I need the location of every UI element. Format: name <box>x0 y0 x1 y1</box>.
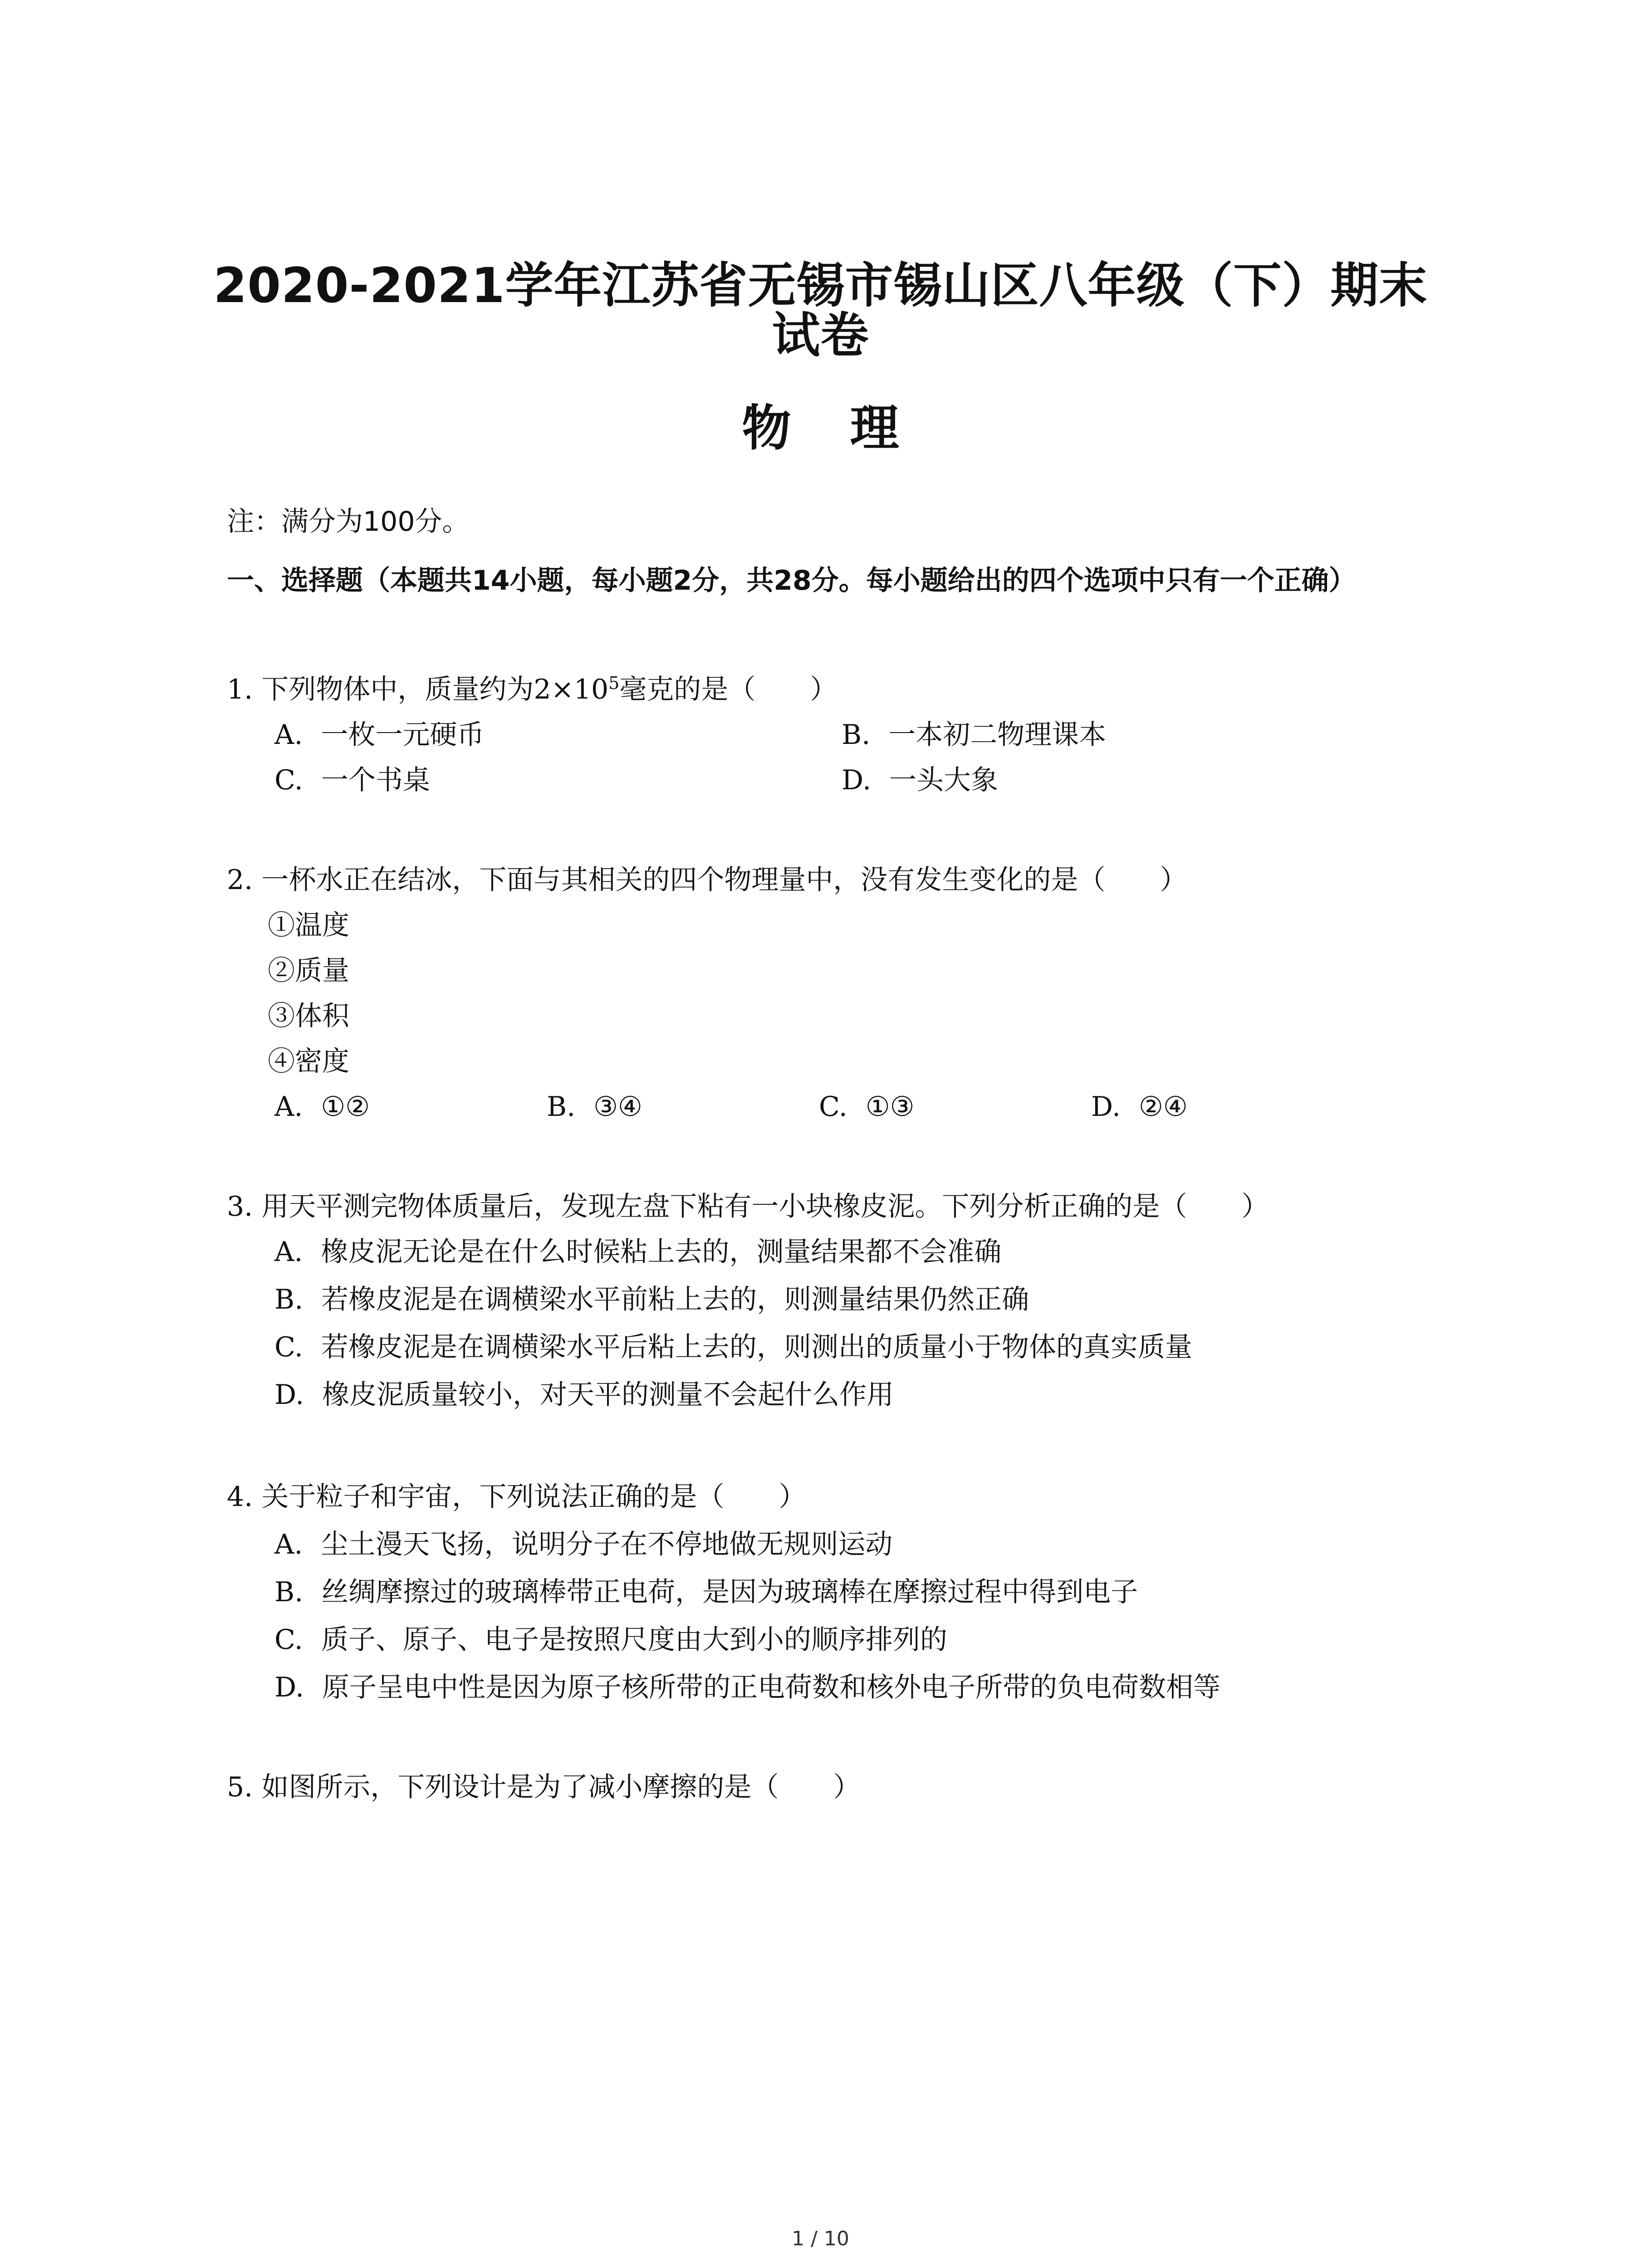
subject-title: 物理 <box>742 400 958 457</box>
question-1-option-d: D. 一头大象 <box>842 764 999 796</box>
question-1-option-b: B. 一本初二物理课本 <box>842 719 1107 751</box>
question-1-option-a: A. 一枚一元硬币 <box>274 719 485 751</box>
page-number: 1 / 10 <box>792 2227 849 2250</box>
question-1-exponent: 5 <box>608 673 620 693</box>
question-2-item-3: ③体积 <box>268 1000 349 1032</box>
score-note: 注：满分为100分。 <box>227 506 470 538</box>
question-4-stem: 4. 关于粒子和宇宙，下列说法正确的是（ ） <box>227 1481 806 1513</box>
exam-title-line1: 2020-2021学年江苏省无锡市锡山区八年级（下）期末 <box>213 258 1428 313</box>
question-2-option-b: B. ③④ <box>547 1091 642 1123</box>
section-heading: 一、选择题（本题共14小题，每小题2分，共28分。每小题给出的四个选项中只有一个正确） <box>227 565 1356 596</box>
question-4-option-a: A. 尘土漫天飞扬，说明分子在不停地做无规则运动 <box>274 1529 893 1560</box>
question-2-item-2: ②质量 <box>268 955 349 987</box>
question-4-option-c: C. 质子、原子、电子是按照尺度由大到小的顺序排列的 <box>274 1624 947 1656</box>
question-3-option-a: A. 橡皮泥无论是在什么时候粘上去的，测量结果都不会准确 <box>274 1236 1002 1268</box>
question-2-stem: 2. 一杯水正在结冰，下面与其相关的四个物理量中，没有发生变化的是（ ） <box>227 864 1187 896</box>
question-2-option-d: D. ②④ <box>1091 1091 1188 1123</box>
question-1-option-c: C. 一个书桌 <box>274 764 430 796</box>
question-4-option-b: B. 丝绸摩擦过的玻璃棒带正电荷，是因为玻璃棒在摩擦过程中得到电子 <box>274 1576 1138 1608</box>
question-1-stem <box>227 671 837 708</box>
question-2-item-4: ④密度 <box>268 1046 349 1077</box>
question-2-option-a: A. ①② <box>274 1091 370 1123</box>
question-3-option-c: C. 若橡皮泥是在调横梁水平后粘上去的，则测出的质量小于物体的真实质量 <box>274 1331 1192 1363</box>
question-3-option-d: D. 橡皮泥质量较小，对天平的测量不会起什么作用 <box>274 1379 894 1411</box>
question-3-stem: 3. 用天平测完物体质量后，发现左盘下粘有一小块橡皮泥。下列分析正确的是（ ） <box>227 1191 1269 1222</box>
exam-title-line2: 试卷 <box>772 308 869 363</box>
question-1-stem-before: 1. 下列物体中，质量约为2×10 <box>227 674 609 705</box>
question-3-option-b: B. 若橡皮泥是在调横梁水平前粘上去的，则测量结果仍然正确 <box>274 1284 1029 1315</box>
question-2-item-1: ①温度 <box>268 909 349 941</box>
question-5-stem: 5. 如图所示，下列设计是为了减小摩擦的是（ ） <box>227 1771 861 1803</box>
question-1-stem-after: 毫克的是（ ） <box>619 674 838 705</box>
question-4-option-d: D. 原子呈电中性是因为原子核所带的正电荷数和核外电子所带的负电荷数相等 <box>274 1672 1221 1703</box>
question-2-option-c: C. ①③ <box>819 1091 915 1123</box>
